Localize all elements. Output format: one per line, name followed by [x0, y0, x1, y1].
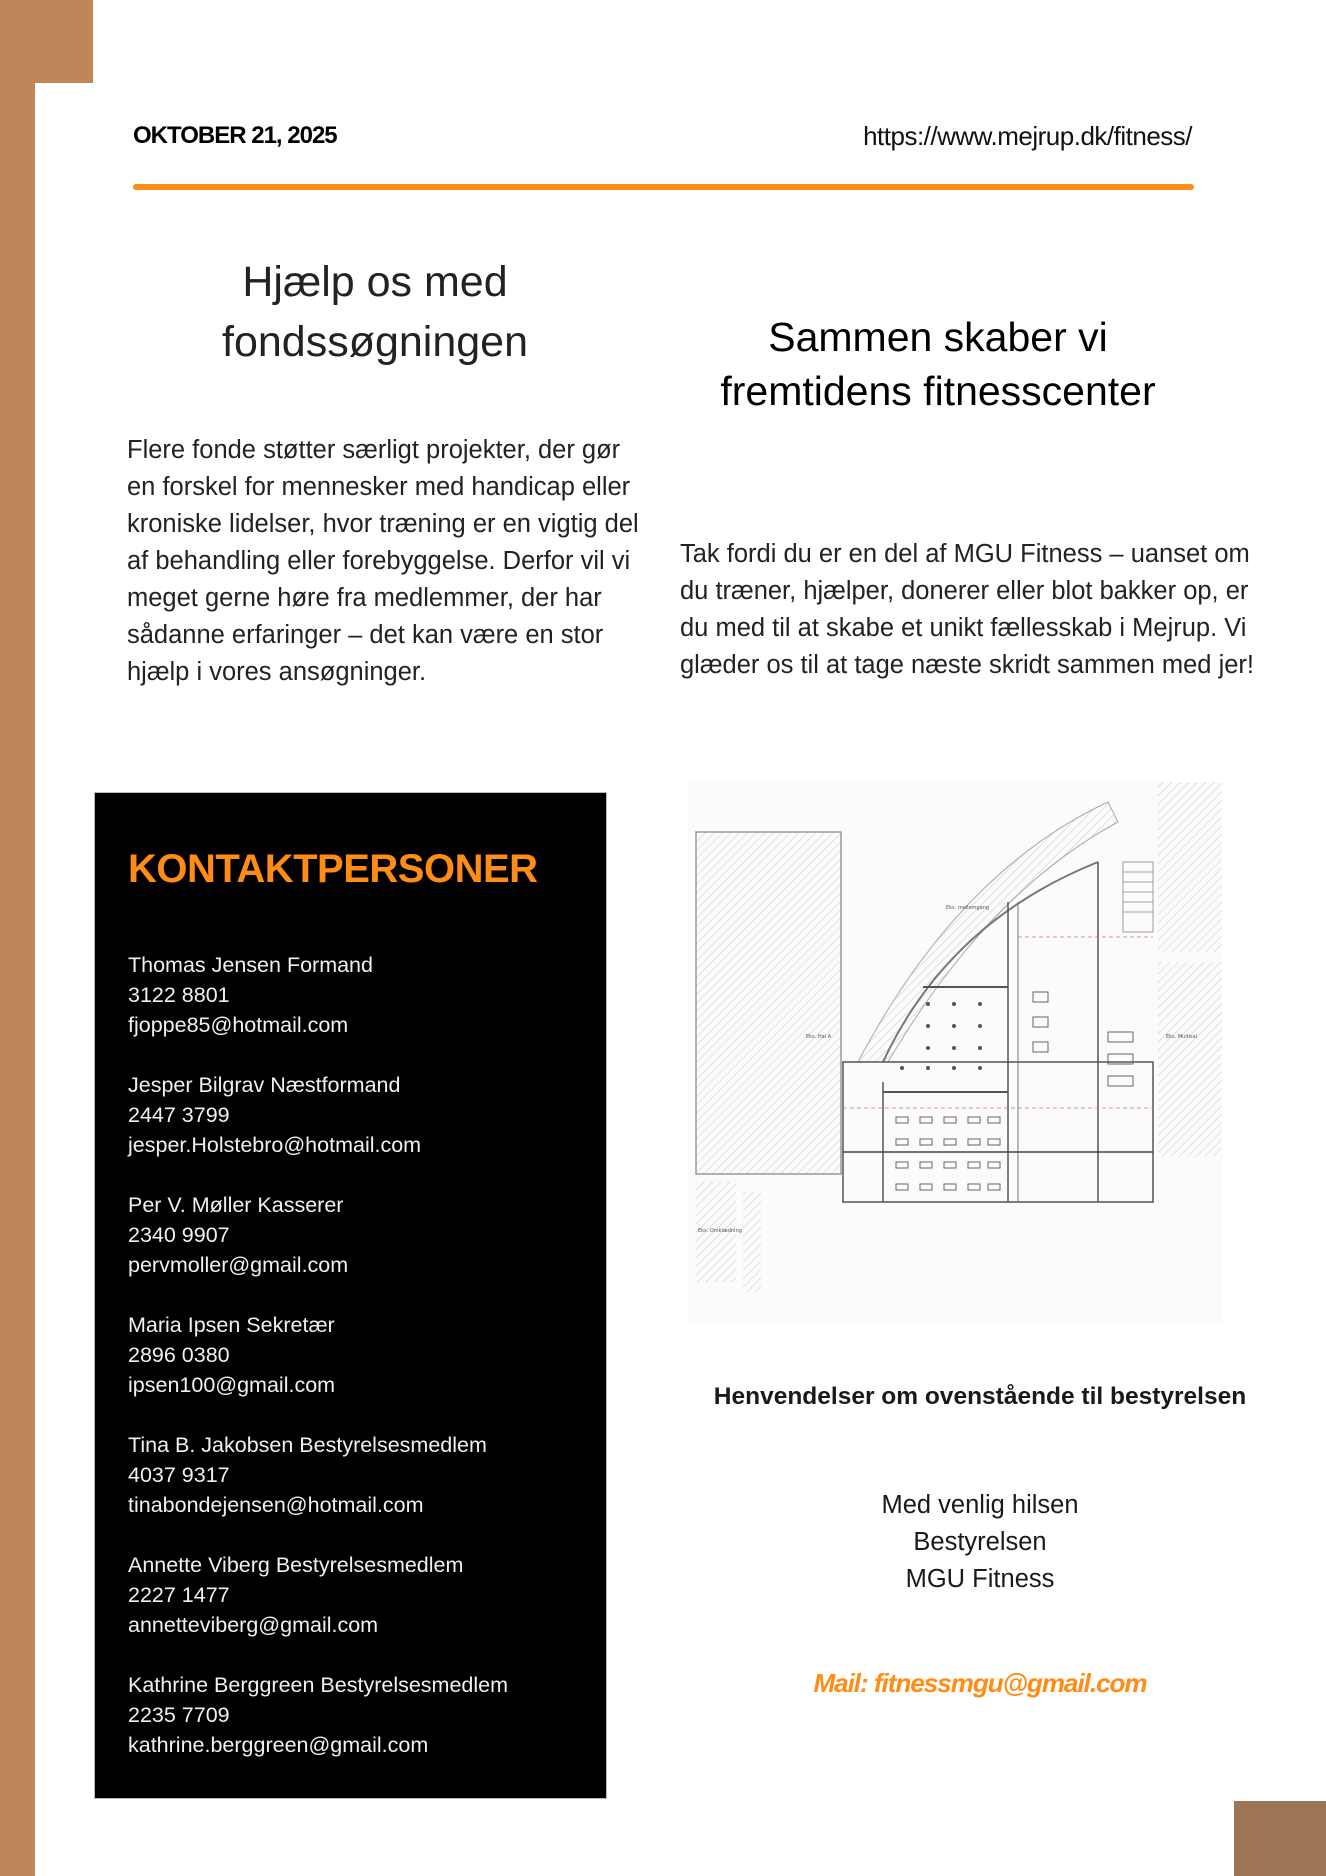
contact-phone[interactable]: 3122 8801 [128, 983, 230, 1007]
contact-name-role: Thomas Jensen Formand [128, 953, 373, 977]
contact-name-role: Jesper Bilgrav Næstformand [128, 1073, 401, 1097]
contact-email[interactable]: tinabondejensen@hotmail.com [128, 1493, 424, 1517]
regards-line: Med venlig hilsen [881, 1491, 1079, 1519]
fundraising-heading: Hjælp os med fondssøgningen [222, 258, 528, 366]
decorative-side-bar [0, 0, 35, 1876]
decorative-corner-block-bottom [1234, 1801, 1326, 1876]
decorative-corner-block [0, 0, 93, 83]
contact-email[interactable]: jesper.Holstebro@hotmail.com [128, 1133, 422, 1157]
contact-mail-link[interactable]: Mail: fitnessmgu@gmail.com [813, 1668, 1147, 1698]
contact-name-role: Annette Viberg Bestyrelsesmedlem [128, 1553, 464, 1577]
contact-item [128, 1670, 598, 1760]
inquiry-note: Henvendelser om ovenstående til bestyrelsen [713, 1383, 1247, 1410]
contact-email[interactable]: ipsen100@gmail.com [128, 1373, 336, 1397]
regards-line: MGU Fitness [905, 1565, 1055, 1593]
fundraising-body: Flere fonde støtter særligt projekter, der gør en forskel for mennesker med handicap eller kroniske lidelser, hvor træning er en vigtig del af behandling eller forebyggelse. Derfor vil vi meget gerne høre fra medlemmer, der har sådanne erfaringer – det kan være en stor hjælp i vores ansøgninger. [127, 436, 639, 686]
website-link[interactable]: https://www.mejrup.dk/fitness/ [863, 121, 1192, 151]
contact-name-role: Tina B. Jakobsen Bestyrelsesmedlem [128, 1433, 487, 1457]
contact-name-role: Per V. Møller Kasserer [128, 1193, 344, 1217]
contact-phone[interactable]: 2447 3799 [128, 1103, 230, 1127]
floorplan-label: Eks. Hal A [806, 1034, 832, 1040]
contact-email[interactable]: pervmoller@gmail.com [128, 1253, 349, 1277]
contact-item [128, 950, 598, 1040]
contact-name-role: Maria Ipsen Sekretær [128, 1313, 335, 1337]
contact-title: KONTAKTPERSONER [128, 847, 538, 891]
future-heading: Sammen skaber vi fremtidens fitnesscenter [720, 314, 1156, 414]
contact-item [128, 1190, 598, 1280]
contact-phone[interactable]: 2235 7709 [128, 1703, 230, 1727]
contact-phone[interactable]: 4037 9317 [128, 1463, 230, 1487]
header-divider [133, 184, 1194, 190]
contact-panel [94, 792, 607, 1799]
svg-text:Eks. Multisal: Eks. Multisal [1166, 1034, 1198, 1040]
contact-item [128, 1550, 598, 1640]
svg-text:Eks. mellemgang: Eks. mellemgang [946, 905, 990, 911]
contact-email[interactable]: fjoppe85@hotmail.com [128, 1013, 349, 1037]
contact-email[interactable]: kathrine.berggreen@gmail.com [128, 1733, 429, 1757]
contact-item [128, 1430, 598, 1520]
regards-line: Bestyrelsen [913, 1528, 1047, 1556]
contact-item [128, 1310, 598, 1400]
contact-list [128, 950, 598, 1790]
regards-block [780, 1487, 1180, 1598]
contact-name-role: Kathrine Berggreen Bestyrelsesmedlem [128, 1673, 509, 1697]
contact-email[interactable]: annetteviberg@gmail.com [128, 1613, 379, 1637]
contact-phone[interactable]: 2227 1477 [128, 1583, 230, 1607]
floor-plan-image [688, 782, 1222, 1324]
contact-item [128, 1070, 598, 1160]
document-date: OKTOBER 21, 2025 [133, 122, 337, 149]
future-body: Tak fordi du er en del af MGU Fitness – uanset om du træner, hjælper, donerer eller blot bakker op, er du med til at skabe et unikt fællesskab i Mejrup. Vi glæder os til at tage næste skridt sammen med jer! [680, 540, 1254, 679]
contact-phone[interactable]: 2896 0380 [128, 1343, 230, 1367]
contact-phone[interactable]: 2340 9907 [128, 1223, 230, 1247]
svg-text:Eks. Omklædning: Eks. Omklædning [698, 1228, 742, 1234]
